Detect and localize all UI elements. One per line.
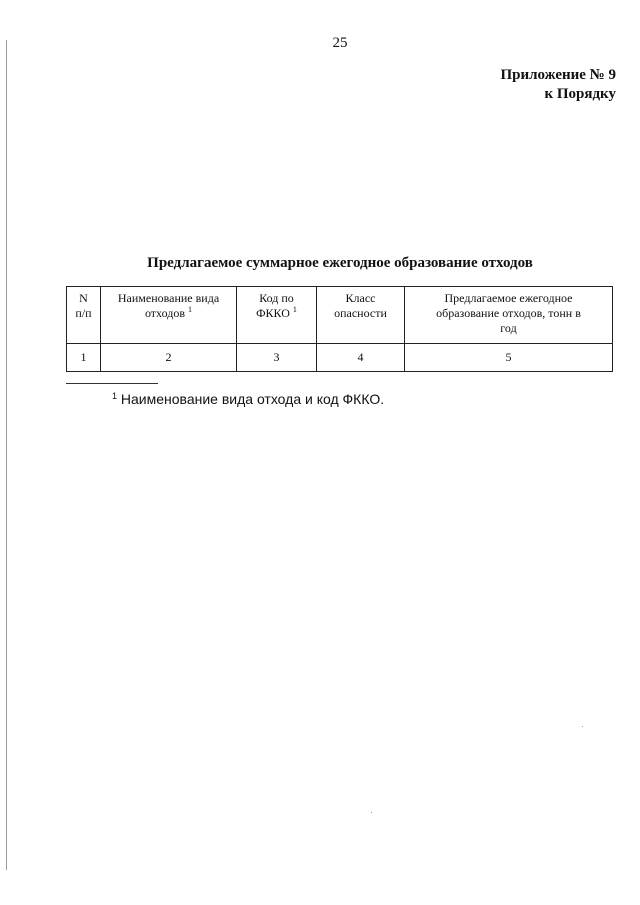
footnote-ref: 1 (188, 305, 193, 314)
footnote-divider (66, 383, 158, 384)
page-number: 25 (332, 35, 348, 51)
footnote-marker: 1 (112, 391, 118, 401)
waste-table (66, 286, 613, 372)
appendix-number: Приложение № 9 (500, 67, 616, 83)
footnote (112, 391, 384, 407)
table-cell: 3 (237, 344, 317, 372)
table-cell: 4 (317, 344, 405, 372)
scan-speck (371, 812, 372, 813)
header-fkko-code: Код по ФККО $^1$ (237, 287, 317, 344)
header-row-number: N п/п (67, 287, 101, 344)
scan-speck (582, 726, 583, 727)
footnote-text: Наименование вида отхода и код ФККО. (120, 391, 385, 407)
appendix-reference: к Порядку (544, 86, 616, 102)
table-cell: 5 (405, 344, 613, 372)
header-waste-name: Наименование вида отходов $^1$ (101, 287, 237, 344)
table-header-row (67, 287, 613, 344)
table-row (67, 344, 613, 372)
header-annual-amount: Предлагаемое ежегодное образование отходов, тонн в год (405, 287, 613, 344)
appendix-heading (500, 66, 616, 104)
table-cell: 2 (101, 344, 237, 372)
document-title: Предлагаемое суммарное ежегодное образование отходов (147, 255, 533, 271)
table-cell: 1 (67, 344, 101, 372)
footnote-ref: 1 (292, 305, 297, 314)
scan-edge-line (6, 40, 7, 870)
header-hazard-class: Класс опасности (317, 287, 405, 344)
